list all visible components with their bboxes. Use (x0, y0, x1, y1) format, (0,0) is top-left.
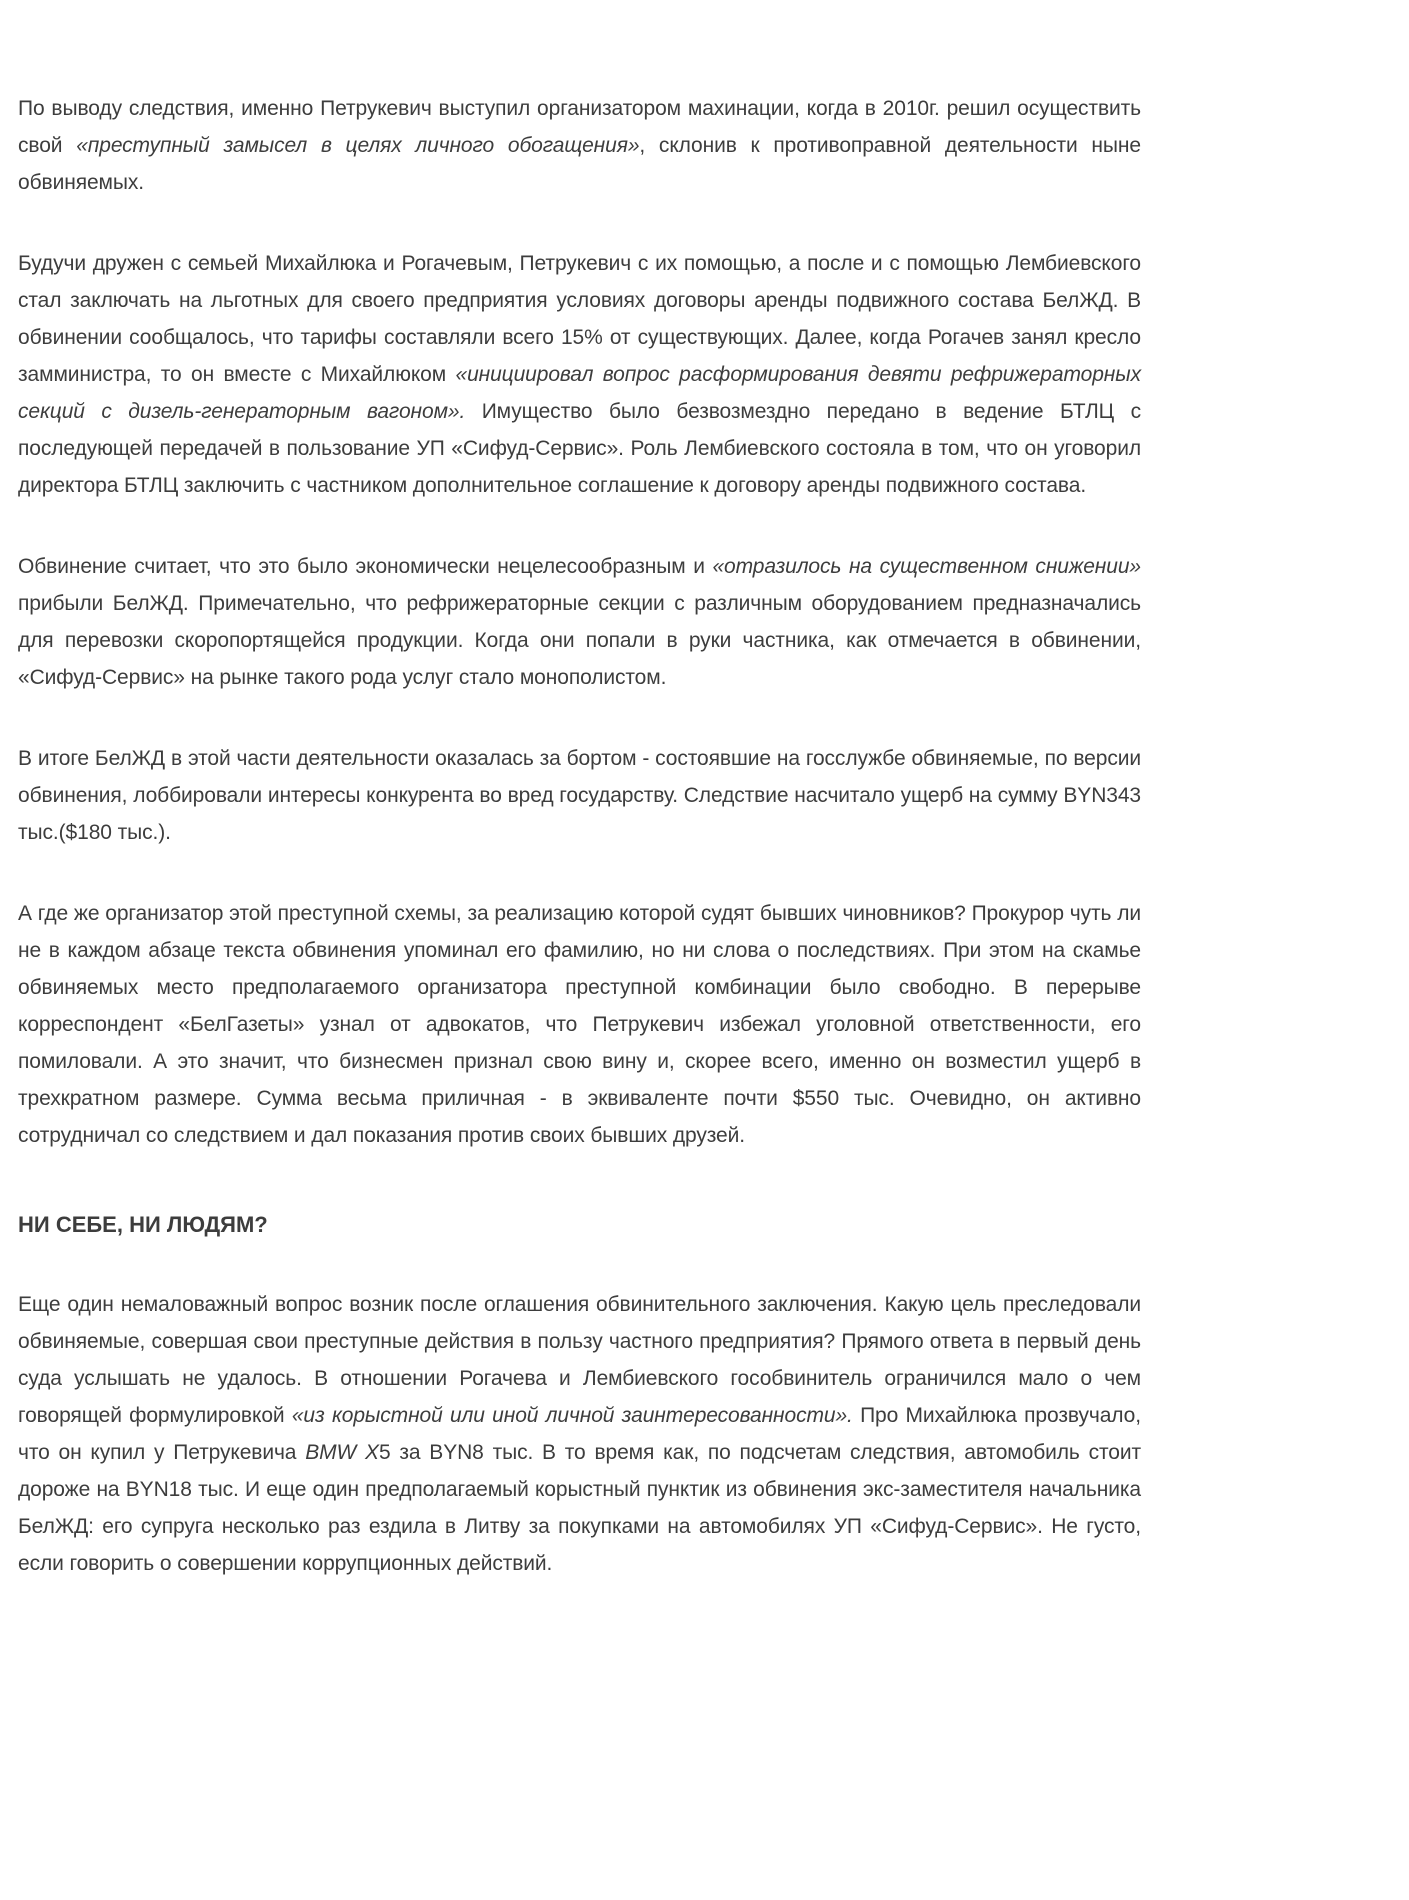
article-paragraph (18, 245, 1141, 504)
body-text: НИ СЕБЕ, НИ ЛЮДЯМ? (18, 1212, 268, 1237)
body-text: Имущество было безвозмездно передано в ведение БТЛЦ с последующей передачей в пользование УП «Сифуд-Сервис». Роль Лембиевского состояла в том, что он уговорил директора БТЛЦ заключить с частником дополнительное соглашение к договору аренды подвижного состава. (18, 400, 1141, 497)
article-paragraph (18, 90, 1141, 201)
article-paragraph (18, 740, 1141, 851)
body-text: А где же организатор этой преступной схемы, за реализацию которой судят бывших чиновников? Прокурор чуть ли не в каждом абзаце текста обвинения упоминал его фамилию, но ни слова о последствиях. При этом на скамье обвиняемых место предполагаемого организатора преступной комбинации было свободно. В перерыве корреспондент «БелГазеты» узнал от адвокатов, что Петрукевич избежал уголовной ответственности, его помиловали. А это значит, что бизнесмен признал свою вину и, скорее всего, именно он возместил ущерб в трехкратном размере. Сумма весьма приличная - в эквиваленте почти $550 тыс. Очевидно, он активно сотрудничал со следствием и дал показания против своих бывших друзей. (18, 902, 1141, 1147)
emphasis-text: «инициировал вопрос расформирования девяти рефрижераторных секций с дизель-генераторным вагоном». (18, 363, 1141, 423)
body-text: Обвинение считает, что это было экономически нецелесообразным и (18, 555, 713, 578)
emphasis-text: «отразилось на существенном снижении» (712, 555, 1141, 578)
emphasis-text: BMW X (305, 1441, 379, 1464)
emphasis-text: «из корыстной или иной личной заинтересованности». (291, 1404, 853, 1427)
section-heading (18, 1210, 1141, 1240)
article-blocks (18, 90, 1141, 1582)
article-paragraph (18, 1286, 1141, 1582)
article-paragraph (18, 895, 1141, 1154)
body-text: 5 за BYN8 тыс. В то время как, по подсчетам следствия, автомобиль стоит дороже на BYN18 тыс. И еще один предполагаемый корыстный пунктик из обвинения экс-заместителя начальника БелЖД: его супруга несколько раз ездила в Литву за покупками на автомобилях УП «Сифуд-Сервис». Не густо, если говорить о совершении коррупционных действий. (18, 1441, 1141, 1575)
body-text: По выводу следствия, именно Петрукевич выступил организатором махинации, когда в 2010г. решил осуществить свой (18, 97, 1141, 157)
emphasis-text: «преступный замысел в целях личного обогащения» (76, 134, 640, 157)
body-text: прибыли БелЖД. Примечательно, что рефрижераторные секции с различным оборудованием предназначались для перевозки скоропортящейся продукции. Когда они попали в руки частника, как отмечается в обвинении, «Сифуд-Сервис» на рынке такого рода услуг стало монополистом. (18, 592, 1141, 689)
body-text: В итоге БелЖД в этой части деятельности оказалась за бортом - состоявшие на госслужбе обвиняемые, по версии обвинения, лоббировали интересы конкурента во вред государству. Следствие насчитало ущерб на сумму BYN343 тыс.($180 тыс.). (18, 747, 1141, 844)
body-text: , склонив к противоправной деятельности ныне обвиняемых. (18, 134, 1141, 194)
body-text: Еще один немаловажный вопрос возник после оглашения обвинительного заключения. Какую цель преследовали обвиняемые, совершая свои преступные действия в пользу частного предприятия? Прямого ответа в первый день суда услышать не удалось. В отношении Рогачева и Лембиевского гособвинитель ограничился мало о чем говорящей формулировкой (18, 1293, 1141, 1427)
article-paragraph (18, 548, 1141, 696)
body-text: Про Михайлюка прозвучало, что он купил у Петрукевича (18, 1404, 1141, 1464)
body-text: Будучи дружен с семьей Михайлюка и Рогачевым, Петрукевич с их помощью, а после и с помощью Лембиевского стал заключать на льготных для своего предприятия условиях договоры аренды подвижного состава БелЖД. В обвинении сообщалось, что тарифы составляли всего 15% от существующих. Далее, когда Рогачев занял кресло замминистра, то он вместе с Михайлюком (18, 252, 1141, 386)
